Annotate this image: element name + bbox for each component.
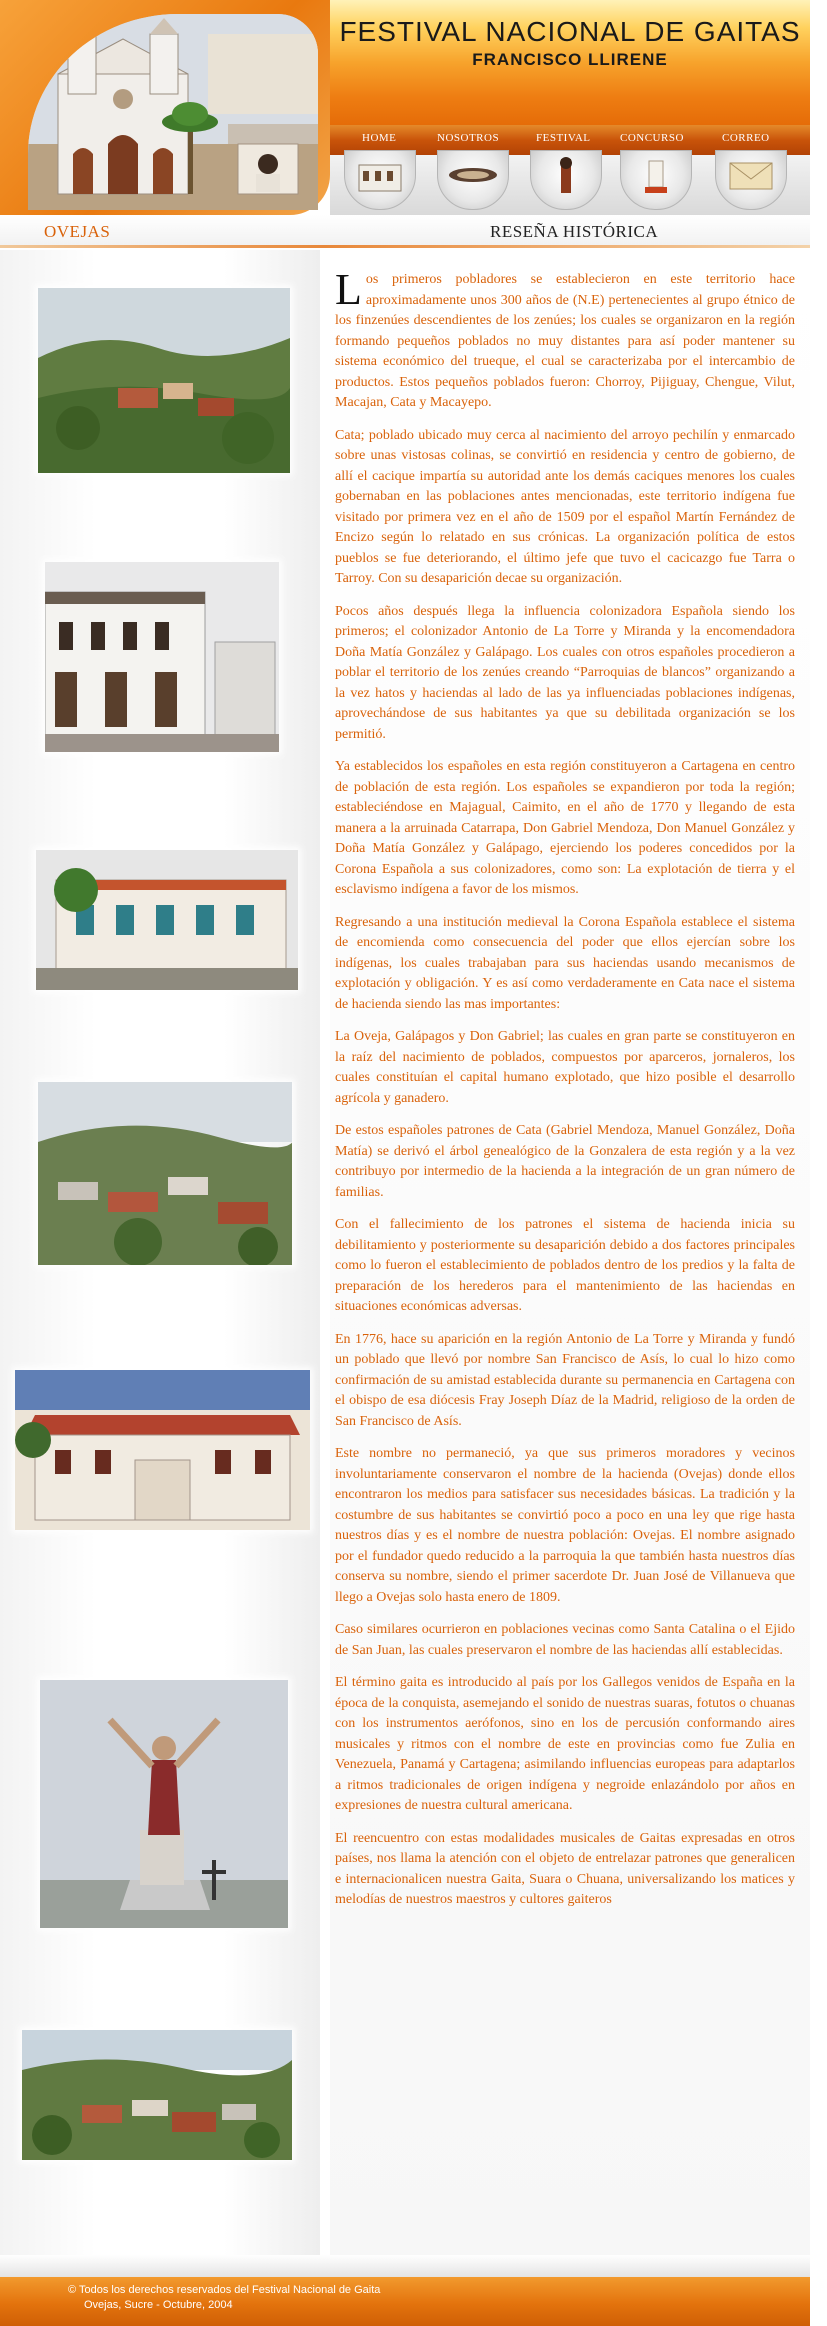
- photo-town-rooftops: [38, 1082, 292, 1265]
- site-header: [0, 0, 810, 245]
- article-paragraph: Con el fallecimiento de los patrones el sistema de hacienda inicia su debilitamiento y posteriormente su desaparición debido a dos factores principales como lo fueron el establecimiento de poblados dentro de los predios y la falta de preparación de los herederos para el mantenimiento de las haciendas en situaciones económicas adversas.: [335, 1217, 795, 1314]
- photo-historic-house: [15, 1370, 310, 1530]
- building-photo-icon: [345, 151, 415, 209]
- header-divider: [0, 245, 810, 248]
- article-paragraph: Regresando a una institución medieval la Corona Española establece el sistema de encomienda como consecuencia del poder que ellos ejercían sobre los indígenas, los cuales trabajaban para sus haciendas usando mecanismos de explotación y obligación. Y es así como verdaderamente en Cata nace el sistema de hacienda siendo las mas importantes:: [335, 914, 795, 1012]
- section-titles-bar: [0, 215, 810, 245]
- article-paragraph: Caso similares ocurrieron en poblaciones vecinas como Santa Catalina o el Ejido de San Juan, las cuales preservaron el nombre de las haciendas allí establecidas.: [335, 1622, 795, 1658]
- article-paragraph: Pocos años después llega la influencia colonizadora Española siendo los primeros; el colonizador Antonio de La Torre y Miranda y la encomendadora Doña Matía González y Galápago. Los cuales con otros españoles procedieron a poblar el territorio de los zenúes creando “Parroquias de blancos” organizando a la vez hatos y haciendas al lado de las ya influenciadas poblaciones indígenas, aprovechándose de sus habitantes ya que su debilitada organización se los permitió.: [335, 603, 795, 742]
- footer-divider: [0, 2255, 810, 2277]
- gaita-photo-icon: [531, 151, 601, 209]
- historical-article: [335, 265, 795, 1923]
- site-title: FESTIVAL NACIONAL DE GAITAS: [339, 16, 801, 47]
- article-paragraph: De estos españoles patrones de Cata (Gabriel Mendoza, Manuel González, Doña Matía) se derivó el árbol genealógico de la Gonzalera de esta región y a la vez contribuyo por intermedio de la hacienda a la integración de un gran número de familias.: [335, 1123, 795, 1200]
- photo-christ-statue: [40, 1680, 288, 1928]
- plaza-buildings-photo: [36, 850, 298, 990]
- article-paragraph: El término gaita es introducido al país por los Gallegos venidos de España en la época de la conquista, asemejando el sonido de nuestras suaras, fotutos o chuanas con los instrumentos aerófonos, sino en los de percusión conformando aires musicales y ritmos con el nombre de este en provincias como fue Zulia en Venezuela, Panamá y Cartagena; asimilando influencias europeas para adaptarlos a ritmos tradicionales de origen indígena y negroide enlazándolo por años en expresiones de nuestra cultural americana.: [335, 1675, 795, 1813]
- article-paragraph: La Oveja, Galápagos y Don Gabriel; las cuales en gran parte se constituyeron en la raíz del nacimiento de poblados, compuestos por aparceros, jornaleros, los cuales constituían el capital humano explotado, que hizo posible el desarrollo agrícola y ganadero.: [335, 1029, 795, 1106]
- nav-nosotros-thumb[interactable]: [437, 150, 509, 210]
- dropcap-letter: L: [335, 265, 362, 314]
- musicians-photo-icon: [438, 151, 508, 209]
- site-footer: [0, 2255, 810, 2326]
- section-title-ovejas: OVEJAS: [44, 222, 111, 241]
- site-subtitle: FRANCISCO LLIRENE: [472, 50, 668, 69]
- article-paragraph: Este nombre no permaneció, ya que sus primeros moradores y vecinos involuntariamente conservaron el nombre de la hacienda (Ovejas) donde ellos encontraron los medios para satisfacer sus necesidades básicas. La tradición y la costumbre de sus habitantes se convirtió poco a poco en una ley que rige hasta nuestros días y es el nombre de nuestra población: Ovejas. El nombre asignado por el fundador quedo reducido a la parroquia la que también hasta nuestros días conserva su nombre, siendo el primer sacerdote Dr. Juan José de Villanueva que llego a Ovejas solo hasta enero de 1809.: [335, 1446, 795, 1605]
- section-title-resena: RESEÑA HISTÓRICA: [490, 222, 659, 241]
- town-rooftops-photo: [38, 1082, 292, 1265]
- nav-concurso-link[interactable]: CONCURSO: [620, 132, 684, 144]
- photo-column: [0, 250, 320, 2255]
- nav-festival-link[interactable]: FESTIVAL: [536, 132, 591, 144]
- article-paragraph: Cata; poblado ubicado muy cerca al nacimiento del arroyo pechilín y enmarcado sobre unas vistosas colinas, se convirtió en residencia y centro de gobierno, de allí el cacique impartía su autoridad ante los demás caciques menores los cuales gobernaban en las poblaciones antes mencionadas, este territorio indígena fue visitado por primera vez en el año de 1509 por el español Martín Fernández de Encizo según lo relatado en sus crónicas. La organización política de estos pueblos se fue deteriorando, el último jefe que tuvo el cacicazgo fue Tarra o Tarroy. Con su desaparición decae su organización.: [335, 427, 795, 586]
- historic-house-photo: [15, 1370, 310, 1530]
- copyright-text: © Todos los derechos reservados del Festival Nacional de Gaita: [68, 2284, 381, 2296]
- footer-location-date: Ovejas, Sucre - Octubre, 2004: [84, 2299, 233, 2311]
- article-paragraph: En 1776, hace su aparición en la región Antonio de La Torre y Miranda y fundó un poblado que llevó por nombre San Francisco de Asís, lo cual lo hizo como confirmación de su amistad establecida durante su permanencia en Cartagena con el obispo de esa diócesis Fray Joseph Díaz de la Madrid, religioso de la orden de San Francisco de Asís.: [335, 1331, 795, 1429]
- nav-home-thumb[interactable]: [344, 150, 416, 210]
- article-paragraph: El reencuentro con estas modalidades musicales de Gaitas expresadas en otros países, nos llama la atención con el objeto de entrelazar patrones que generalicen e internacionalicen nuestra Gaita, Suara o Chuana, universalizando los matices y melodías de nuestros maestros y cultores gaiteros: [335, 1830, 795, 1907]
- photo-town-panorama: [22, 2030, 292, 2160]
- nav-correo-link[interactable]: CORREO: [722, 132, 770, 144]
- main-content: [0, 250, 810, 2255]
- town-panorama-photo: [22, 2030, 292, 2160]
- photo-plaza-buildings: [36, 850, 298, 990]
- nav-nosotros-link[interactable]: NOSOTROS: [437, 132, 500, 144]
- article-paragraph: Los primeros pobladores se establecieron en este territorio hace aproximadamente unos 300 años de (N.E) pertenecientes al grupo étnico de los finzenúes descendientes de los zenúes; los cuales se organizaron en la región formando pequeños poblados no muy distantes para así poder mantener su sistema económico del trueque, el cual se caracterizaba por el intercambio de productos. Estos pequeños poblados fueron: Chorroy, Pijiguay, Chengue, Vilut, Macajan, Cata y Macayepo.: [335, 265, 795, 410]
- photo-colonial-street: [45, 562, 279, 752]
- photo-town-hillside: [38, 288, 290, 473]
- town-hillside-photo: [38, 288, 290, 473]
- colonial-street-photo: [45, 562, 279, 752]
- trophy-photo-icon: [621, 151, 691, 209]
- article-paragraph: Ya establecidos los españoles en esta región constituyeron a Cartagena en centro de población de esta región. Los españoles se expandieron por toda la región; estableciéndose en Majagual, Caimito, en el año de 1770 y llegando de esta manera a la arruinada Catarrapa, Don Gabriel Mendoza, Don Manuel González y Doña Matía González y Galápago, ejerciendo los poderes concedidos por la Corona Española a sus colonizadores, como son: La explotación de tierra y el esclavismo indígena a favor de los mismos.: [335, 759, 795, 897]
- nav-correo-thumb[interactable]: [715, 150, 787, 210]
- nav-concurso-thumb[interactable]: [620, 150, 692, 210]
- nav-home-link[interactable]: HOME: [362, 132, 397, 144]
- envelope-photo-icon: [716, 151, 786, 209]
- christ-statue-photo: [40, 1680, 288, 1928]
- nav-festival-thumb[interactable]: [530, 150, 602, 210]
